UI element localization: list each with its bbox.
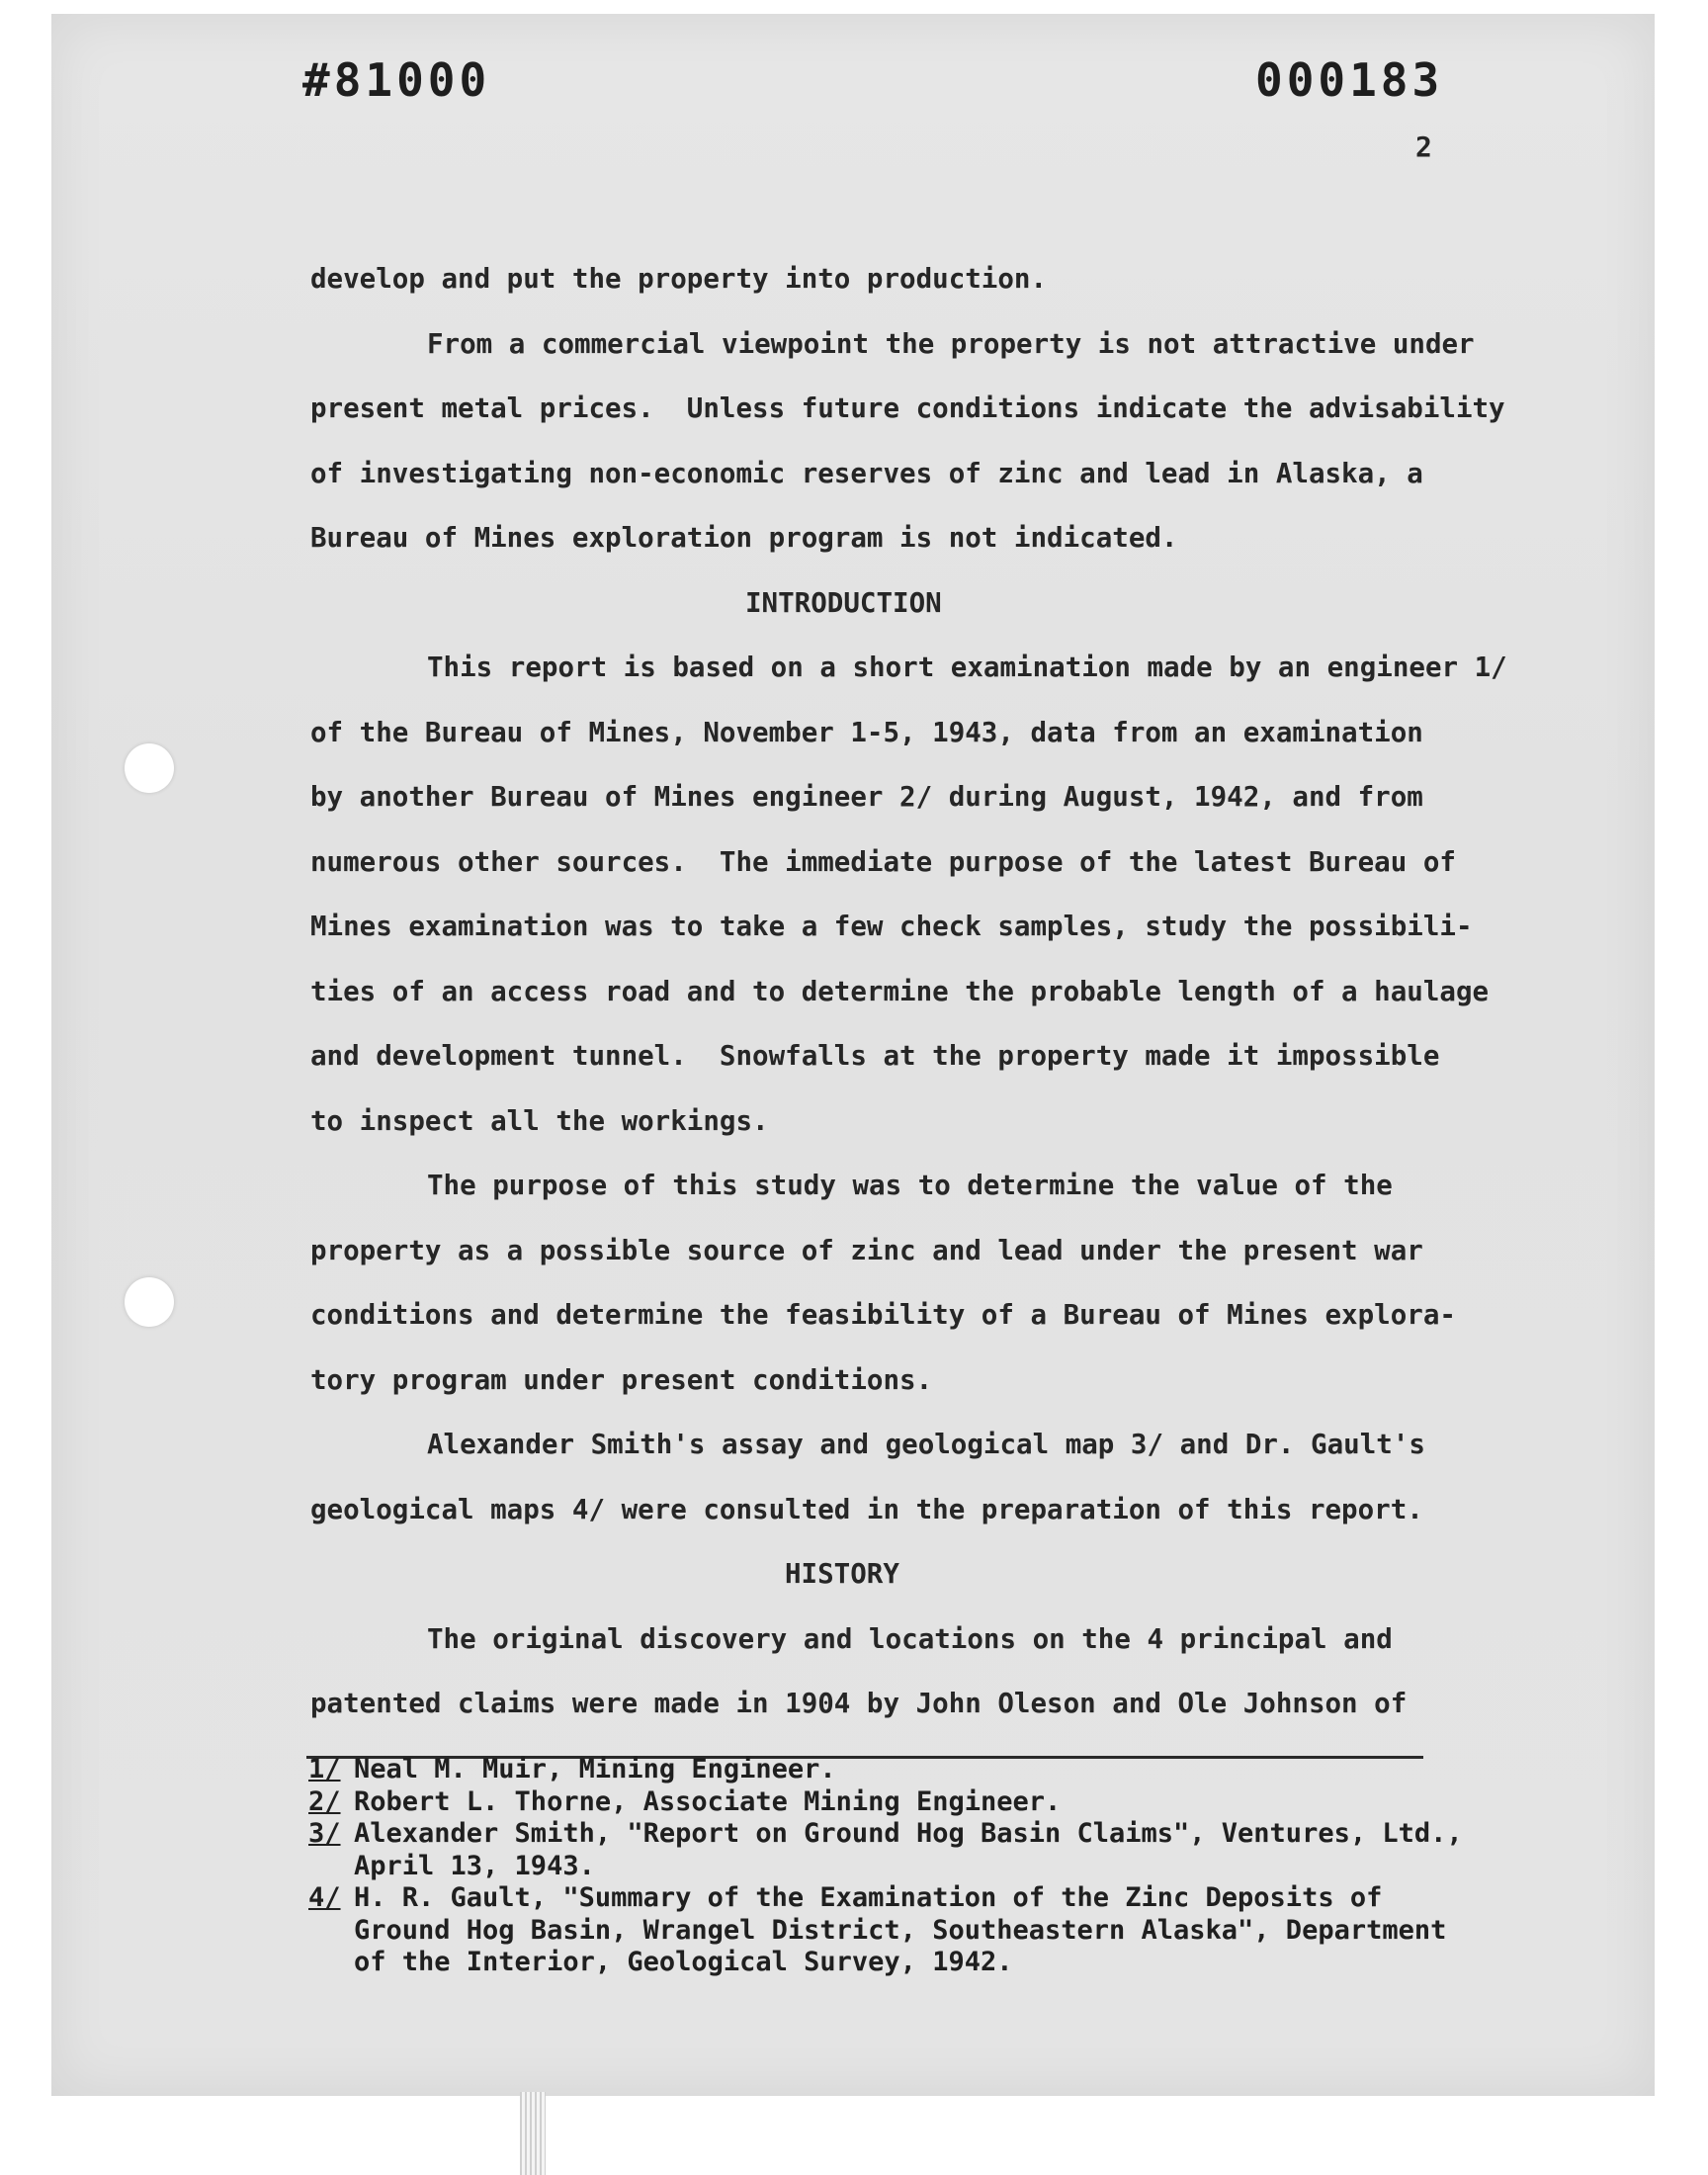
document-number-stamp: #81000 <box>302 53 491 107</box>
section-heading-history: HISTORY <box>785 1558 899 1590</box>
body-line: numerous other sources. The immediate purpose of the latest Bureau of <box>310 845 1456 878</box>
footnote-mark: 2/ <box>308 1785 341 1817</box>
body-line: of investigating non-economic reserves of zinc and lead in Alaska, a <box>310 457 1423 489</box>
body-line: This report is based on a short examination made by an engineer 1/ <box>427 652 1507 683</box>
body-line: ties of an access road and to determine the probable length of a haulage <box>310 975 1490 1007</box>
page-number: 2 <box>1415 130 1432 163</box>
page-serial-stamp: 000183 <box>1255 53 1444 107</box>
report-body <box>310 247 1526 1737</box>
body-line: geological maps 4/ were consulted in the preparation of this report. <box>310 1493 1423 1525</box>
body-line: Alexander Smith's assay and geological map 3/ and Dr. Gault's <box>427 1429 1425 1460</box>
footnotes <box>308 1754 1494 1979</box>
footnote-text: Robert L. Thorne, Associate Mining Engineer. <box>354 1785 1062 1817</box>
footnote-text: H. R. Gault, "Summary of the Examination of the Zinc Deposits of <box>354 1882 1383 1913</box>
footnote-mark: 3/ <box>308 1818 341 1849</box>
body-line: develop and put the property into production. <box>310 263 1048 295</box>
body-line: patented claims were made in 1904 by John Oleson and Ole Johnson of <box>310 1688 1408 1719</box>
body-line: The purpose of this study was to determine the value of the <box>427 1170 1393 1201</box>
body-line: From a commercial viewpoint the property is not attractive under <box>427 327 1475 360</box>
footnote-3-continued: April 13, 1943. <box>354 1850 595 1881</box>
binder-strip <box>520 2092 546 2175</box>
footnote-text: Neal M. Muir, Mining Engineer. <box>354 1754 836 1784</box>
footnote-mark: 1/ <box>308 1754 341 1784</box>
footnote-1 <box>308 1754 1494 1786</box>
body-line: conditions and determine the feasibility of a Bureau of Mines explora- <box>310 1299 1456 1331</box>
body-line: The original discovery and locations on the 4 principal and <box>427 1622 1393 1655</box>
body-line: Mines examination was to take a few check samples, study the possibili- <box>310 911 1473 942</box>
punch-hole-upper <box>125 743 174 793</box>
body-line: present metal prices. Unless future conditions indicate the advisability <box>310 392 1505 424</box>
footnote-3 <box>308 1818 1494 1851</box>
body-line: Bureau of Mines exploration program is not indicated. <box>310 522 1178 554</box>
section-heading-introduction: INTRODUCTION <box>745 586 942 619</box>
body-line: property as a possible source of zinc and lead under the present war <box>310 1234 1423 1266</box>
footnote-4-continued: of the Interior, Geological Survey, 1942. <box>354 1947 1013 1977</box>
body-line: by another Bureau of Mines engineer 2/ during August, 1942, and from <box>310 781 1423 813</box>
footnote-4 <box>308 1882 1494 1915</box>
body-line: of the Bureau of Mines, November 1-5, 1943, data from an examination <box>310 716 1423 748</box>
punch-hole-lower <box>125 1277 174 1327</box>
body-line: to inspect all the workings. <box>310 1104 769 1137</box>
footnote-4-continued: Ground Hog Basin, Wrangel District, Southeastern Alaska", Department <box>354 1914 1447 1946</box>
body-line: tory program under present conditions. <box>310 1363 933 1396</box>
footnote-mark: 4/ <box>308 1882 341 1913</box>
body-line: and development tunnel. Snowfalls at the property made it impossible <box>310 1040 1440 1072</box>
footnote-2 <box>308 1786 1494 1819</box>
footnote-text: Alexander Smith, "Report on Ground Hog Basin Claims", Ventures, Ltd., <box>354 1818 1463 1849</box>
